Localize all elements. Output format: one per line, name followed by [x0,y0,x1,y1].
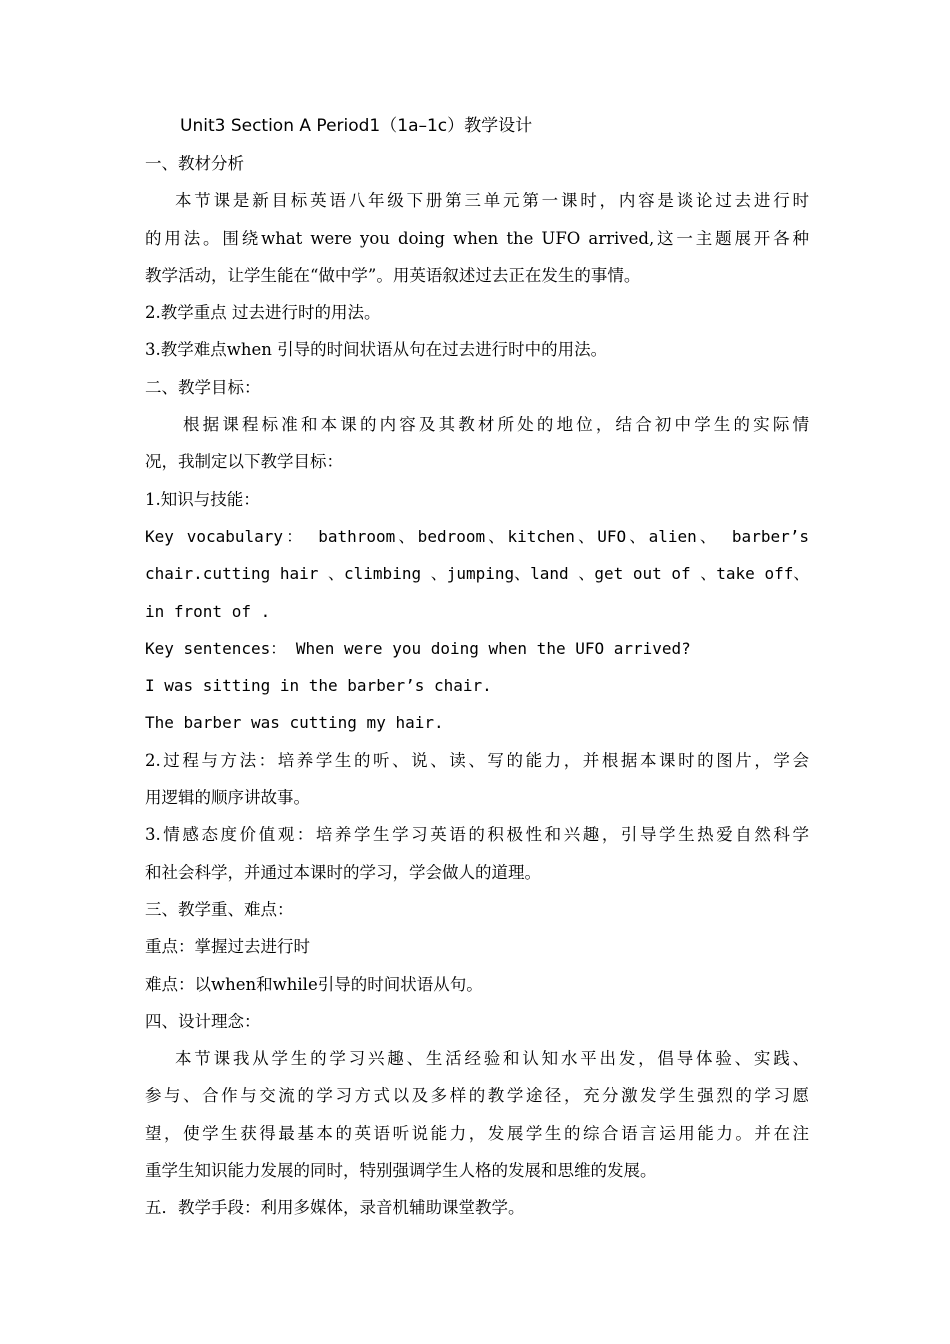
paragraph-line: 用逻辑的顺序讲故事。 [145,788,310,808]
paragraph-line: 本节课是新目标英语八年级下册第三单元第一课时，内容是谈论过去进行时 [175,191,809,211]
section-heading: 五．教学手段：利用多媒体，录音机辅助课堂教学。 [145,1198,525,1218]
document-body [145,145,809,1227]
paragraph-line: 难点：以when和while引导的时间状语从句。 [145,974,483,994]
paragraph-line: 教学活动，让学生能在“做中学”。用英语叙述过去正在发生的事情。 [145,265,641,285]
paragraph-line: 重学生知识能力发展的同时，特别强调学生人格的发展和思维的发展。 [145,1161,657,1181]
paragraph-line: 的用法。围绕what were you doing when the UFO arrived,这一主题展开各种 [145,228,809,248]
paragraph-line: 望，使学生获得最基本的英语听说能力，发展学生的综合语言运用能力。并在注 [145,1123,809,1143]
paragraph-line: 3.情感态度价值观：培养学生学习英语的积极性和兴趣，引导学生热爱自然科学 [145,825,809,845]
sentence-line: Key sentences： When were you doing when the UFO arrived? [145,638,691,658]
section-heading: 四、设计理念： [145,1011,261,1031]
section-heading: 一、教材分析 [145,154,244,173]
section-heading: 三、教学重、难点： [145,899,294,919]
paragraph-line: 重点：掌握过去进行时 [145,937,310,957]
sentence-line: I was sitting in the barber’s chair. [145,676,492,696]
paragraph-line: 2.教学重点 过去进行时的用法。 [145,303,381,323]
sentence-line: The barber was cutting my hair. [145,713,444,733]
paragraph-line: 3.教学难点when 引导的时间状语从句在过去进行时中的用法。 [145,340,608,360]
section-heading: 二、教学目标： [145,377,261,397]
subsection-heading: 1.知识与技能： [145,489,260,509]
document-title: Unit3 Section A Period1（1a–1c）教学设计 [180,116,533,136]
paragraph-line: 参与、合作与交流的学习方式以及多样的教学途径，充分激发学生强烈的学习愿 [145,1086,809,1106]
vocabulary-line: Key vocabulary： bathroom、bedroom、kitchen、UFO、alien、 barber’s [145,526,809,546]
paragraph-line: 和社会科学，并通过本课时的学习，学会做人的道理。 [145,862,541,882]
paragraph-line: 况，我制定以下教学目标： [145,452,343,472]
paragraph-line: 2.过程与方法：培养学生的听、说、读、写的能力，并根据本课时的图片，学会 [145,750,809,770]
paragraph-line: 根据课程标准和本课的内容及其教材所处的地位，结合初中学生的实际情 [183,415,809,435]
vocabulary-line: chair.cutting hair 、climbing 、jumping、land 、get out of 、take off、 [145,564,809,584]
paragraph-line: 本节课我从学生的学习兴趣、生活经验和认知水平出发，倡导体验、实践、 [175,1049,809,1069]
vocabulary-line: in front of . [145,601,271,621]
